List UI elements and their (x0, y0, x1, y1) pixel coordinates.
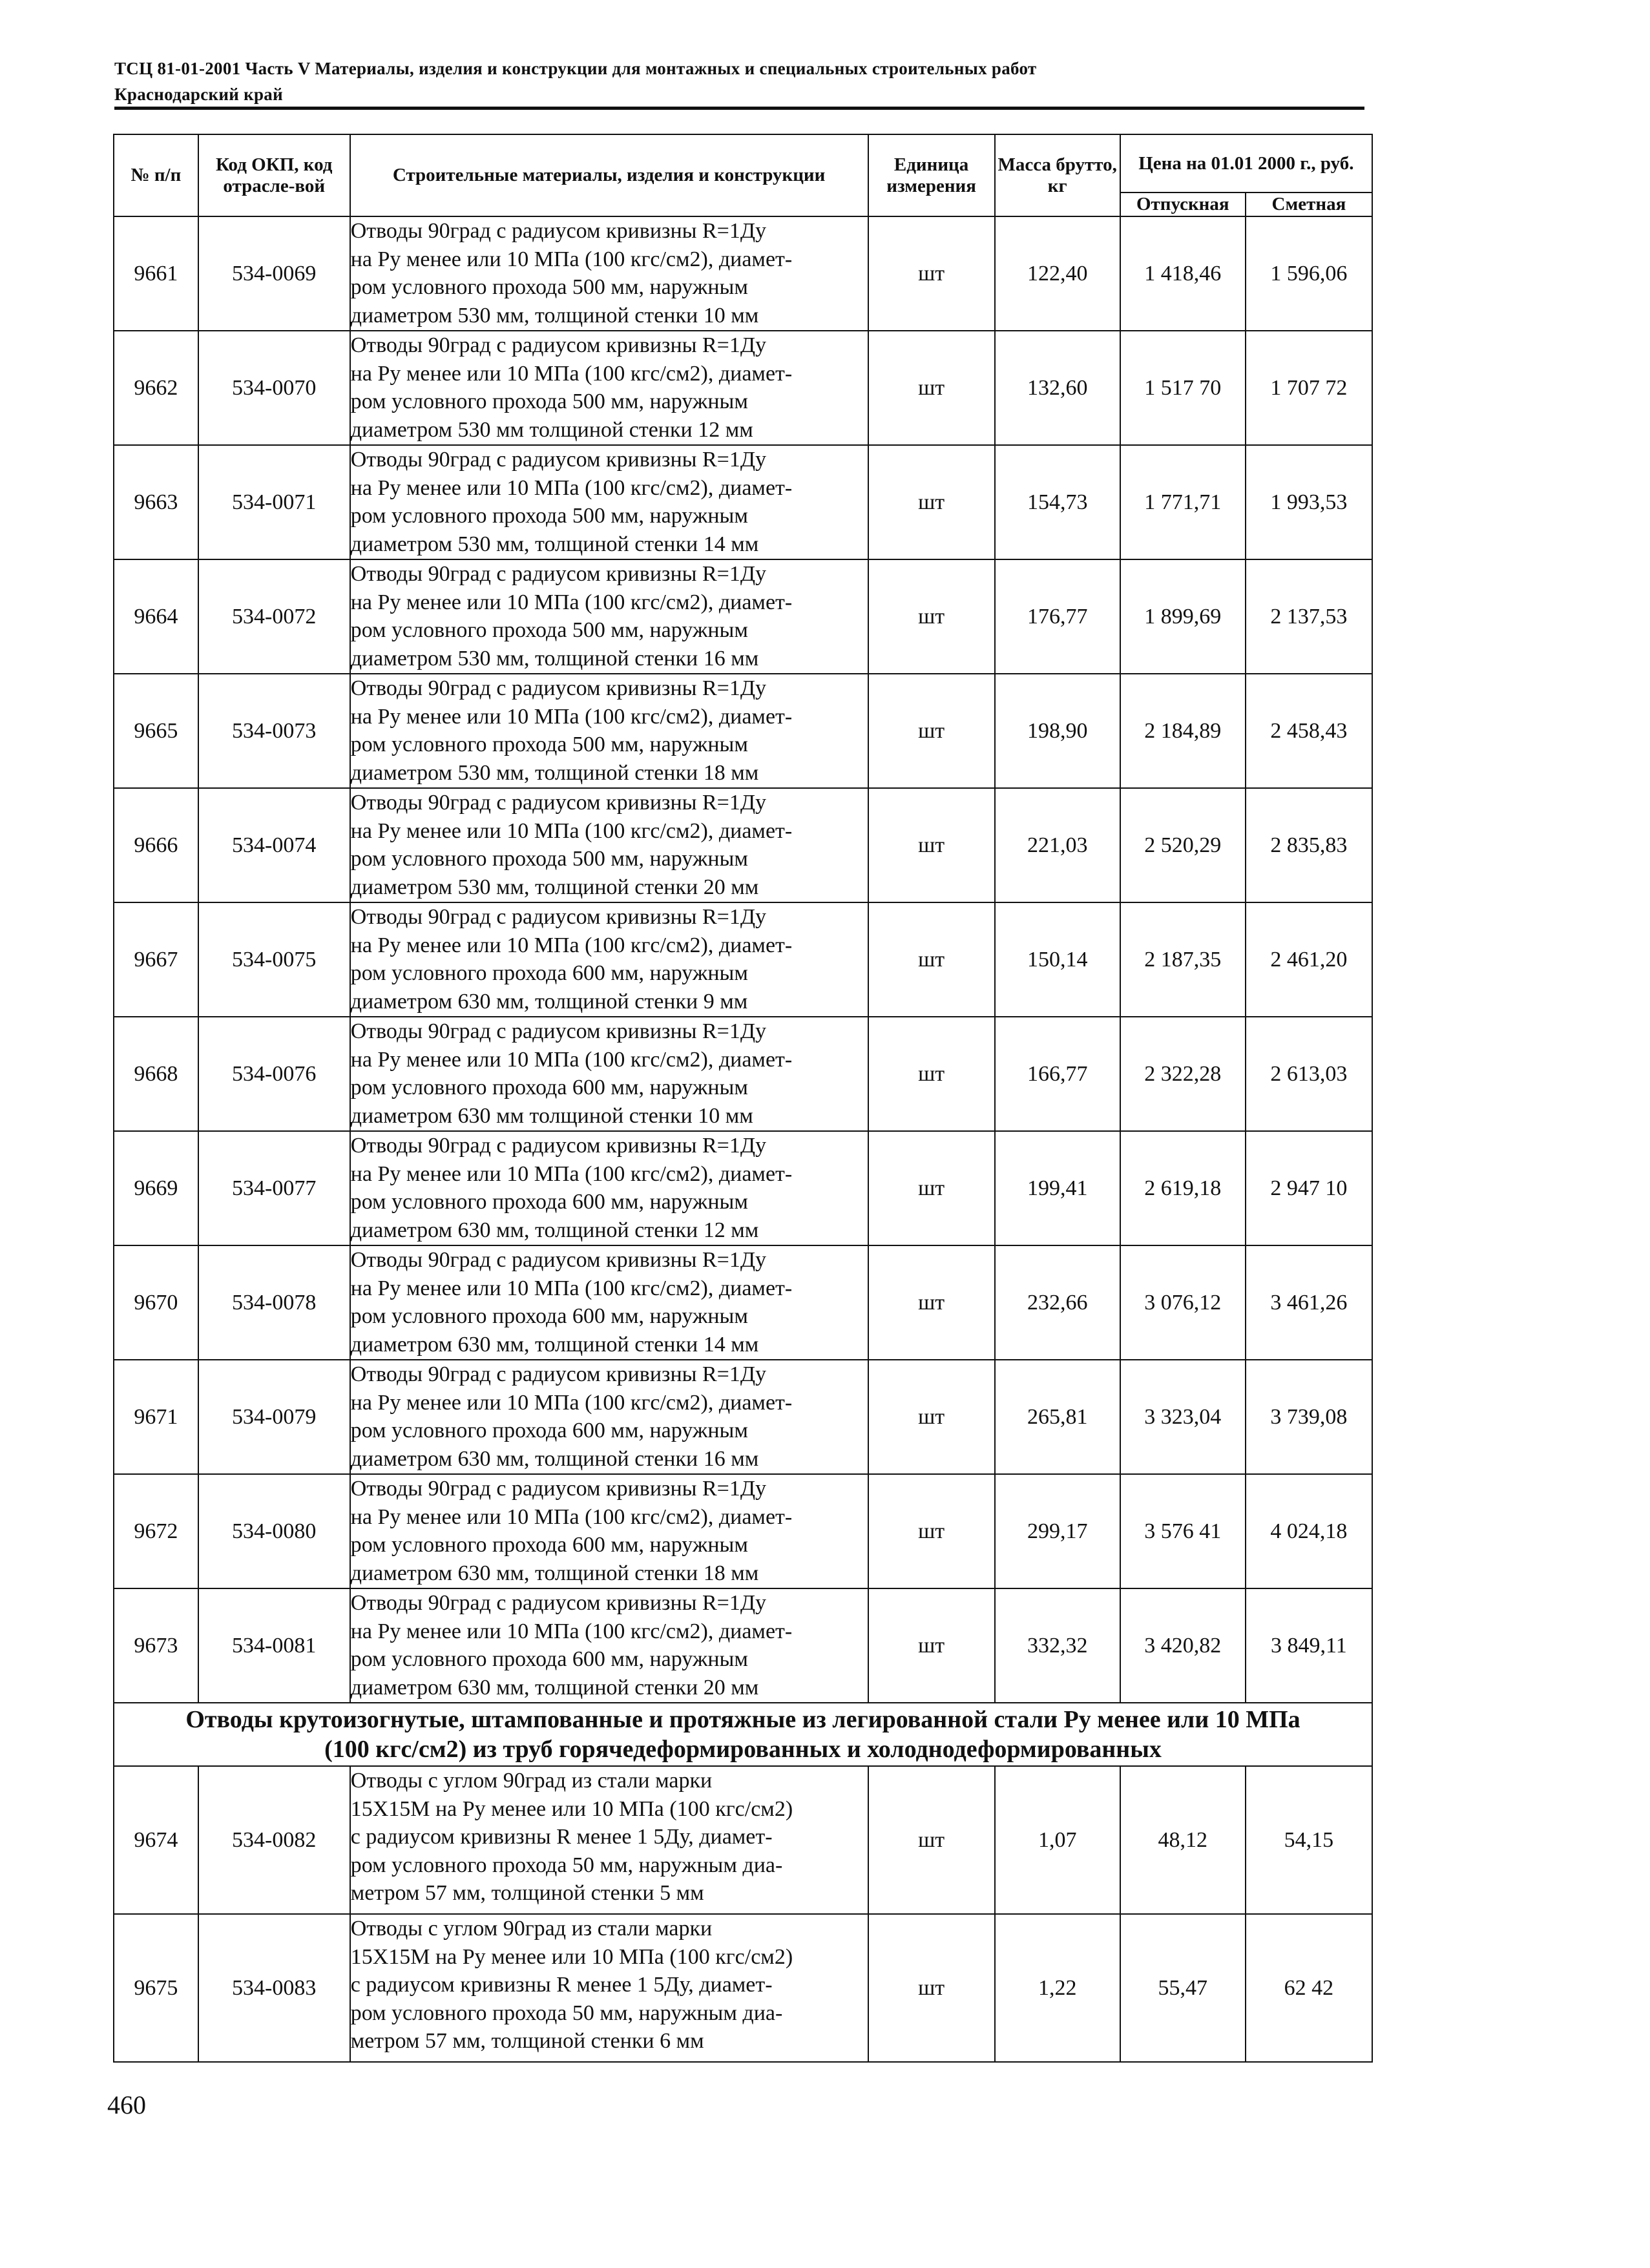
row-price-estimate: 2 137,53 (1246, 559, 1372, 674)
row-price-release: 3 576 41 (1120, 1474, 1246, 1588)
row-number: 9664 (114, 559, 198, 674)
row-code: 534-0079 (198, 1360, 350, 1474)
row-price-release: 2 520,29 (1120, 788, 1246, 902)
row-price-estimate: 2 458,43 (1246, 674, 1372, 788)
row-unit: шт (868, 1017, 995, 1131)
description-line: на Ру менее или 10 МПа (100 кгс/см2), диамет- (350, 704, 793, 729)
table-row (114, 1017, 1372, 1131)
row-code: 534-0082 (198, 1766, 350, 1914)
row-price-release: 2 184,89 (1120, 674, 1246, 788)
description-line: диаметром 530 мм толщиной стенки 12 мм (350, 417, 753, 442)
table-row (114, 1766, 1372, 1914)
row-code: 534-0071 (198, 445, 350, 559)
description-line: на Ру менее или 10 МПа (100 кгс/см2), диамет- (350, 1276, 793, 1300)
table-row (114, 1914, 1372, 2062)
row-mass: 332,32 (995, 1588, 1120, 1703)
header-price-release: Отпускная (1120, 192, 1246, 216)
description-line: Отводы 90град с радиусом кривизны R=1Ду (350, 905, 767, 929)
row-code: 534-0078 (198, 1245, 350, 1360)
row-price-estimate: 2 461,20 (1246, 902, 1372, 1017)
row-code: 534-0073 (198, 674, 350, 788)
row-description (350, 1131, 868, 1245)
region-title: Краснодарский край (114, 85, 283, 104)
description-line: ром условного прохода 500 мм, наружным (350, 733, 748, 756)
header-description: Строительные материалы, изделия и конструкции (350, 134, 868, 216)
row-description (350, 445, 868, 559)
row-mass: 265,81 (995, 1360, 1120, 1474)
description-line: ром условного прохода 500 мм, наружным (350, 390, 748, 413)
row-number: 9669 (114, 1131, 198, 1245)
description-line: Отводы 90град с радиусом кривизны R=1Ду (350, 219, 767, 243)
row-number: 9670 (114, 1245, 198, 1360)
table-body (114, 216, 1372, 2062)
row-description (350, 216, 868, 331)
description-line: Отводы 90град с радиусом кривизны R=1Ду (350, 333, 767, 357)
header-unit: Единица измерения (868, 134, 995, 216)
row-unit: шт (868, 674, 995, 788)
row-price-release: 2 187,35 (1120, 902, 1246, 1017)
description-line: диаметром 630 мм, толщиной стенки 14 мм (350, 1332, 759, 1357)
row-number: 9662 (114, 331, 198, 445)
table-row (114, 788, 1372, 902)
description-line: на Ру менее или 10 МПа (100 кгс/см2), диамет- (350, 1161, 793, 1186)
row-unit: шт (868, 216, 995, 331)
description-line: метром 57 мм, толщиной стенки 6 мм (350, 2029, 704, 2053)
row-mass: 166,77 (995, 1017, 1120, 1131)
row-unit: шт (868, 1588, 995, 1703)
description-line: на Ру менее или 10 МПа (100 кгс/см2), диамет- (350, 361, 793, 386)
description-line: ром условного прохода 500 мм, наружным (350, 275, 748, 299)
page-number: 460 (107, 2090, 146, 2119)
row-price-estimate: 62 42 (1246, 1914, 1372, 2062)
table-row (114, 216, 1372, 331)
row-price-estimate: 3 849,11 (1246, 1588, 1372, 1703)
row-mass: 198,90 (995, 674, 1120, 788)
row-code: 534-0070 (198, 331, 350, 445)
header-code: Код ОКП, код отрасле-вой (198, 134, 350, 216)
description-line: диаметром 530 мм, толщиной стенки 18 мм (350, 760, 759, 785)
description-line: Отводы 90град с радиусом кривизны R=1Ду (350, 1477, 767, 1501)
row-unit: шт (868, 902, 995, 1017)
row-mass: 221,03 (995, 788, 1120, 902)
description-line: на Ру менее или 10 МПа (100 кгс/см2), диамет- (350, 247, 793, 271)
row-mass: 122,40 (995, 216, 1120, 331)
description-line: на Ру менее или 10 МПа (100 кгс/см2), диамет- (350, 1390, 793, 1415)
row-mass: 232,66 (995, 1245, 1120, 1360)
header-price: Цена на 01.01 2000 г., руб. (1120, 134, 1372, 192)
row-mass: 154,73 (995, 445, 1120, 559)
row-mass: 150,14 (995, 902, 1120, 1017)
row-unit: шт (868, 331, 995, 445)
row-mass: 299,17 (995, 1474, 1120, 1588)
table-row (114, 1131, 1372, 1245)
description-line: ром условного прохода 500 мм, наружным (350, 504, 748, 528)
row-price-release: 1 517 70 (1120, 331, 1246, 445)
header-num: № п/п (114, 134, 198, 216)
row-mass: 199,41 (995, 1131, 1120, 1245)
row-description (350, 674, 868, 788)
header-price-estimate: Сметная (1246, 192, 1372, 216)
description-line: с радиусом кривизны R менее 1 5Ду, диамет- (350, 1973, 773, 1997)
row-price-release: 3 420,82 (1120, 1588, 1246, 1703)
row-description (350, 1914, 868, 2062)
description-line: на Ру менее или 10 МПа (100 кгс/см2), диамет- (350, 1619, 793, 1643)
row-code: 534-0076 (198, 1017, 350, 1131)
row-number: 9667 (114, 902, 198, 1017)
description-line: на Ру менее или 10 МПа (100 кгс/см2), диамет- (350, 590, 793, 614)
row-description (350, 1766, 868, 1914)
description-line: ром условного прохода 600 мм, наружным (350, 1304, 748, 1328)
row-price-estimate: 1 596,06 (1246, 216, 1372, 331)
row-price-estimate: 3 739,08 (1246, 1360, 1372, 1474)
row-description (350, 559, 868, 674)
description-line: ром условного прохода 600 мм, наружным (350, 1419, 748, 1442)
row-price-estimate: 3 461,26 (1246, 1245, 1372, 1360)
description-line: ром условного прохода 50 мм, наружным диа- (350, 1853, 783, 1877)
row-price-release: 55,47 (1120, 1914, 1246, 2062)
row-unit: шт (868, 1131, 995, 1245)
row-price-release: 48,12 (1120, 1766, 1246, 1914)
row-description (350, 1360, 868, 1474)
row-unit: шт (868, 1245, 995, 1360)
row-mass: 132,60 (995, 331, 1120, 445)
row-unit: шт (868, 788, 995, 902)
description-line: на Ру менее или 10 МПа (100 кгс/см2), диамет- (350, 1504, 793, 1529)
row-unit: шт (868, 1360, 995, 1474)
row-description (350, 1245, 868, 1360)
description-line: диаметром 630 мм, толщиной стенки 20 мм (350, 1675, 759, 1700)
table-row (114, 1245, 1372, 1360)
document-title: ТСЦ 81-01-2001 Часть V Материалы, изделия и конструкции для монтажных и специальных строительных работ (114, 59, 1037, 78)
table-row (114, 445, 1372, 559)
row-number: 9674 (114, 1766, 198, 1914)
row-price-release: 1 418,46 (1120, 216, 1246, 331)
row-code: 534-0074 (198, 788, 350, 902)
row-price-release: 3 076,12 (1120, 1245, 1246, 1360)
description-line: диаметром 630 мм, толщиной стенки 18 мм (350, 1561, 759, 1585)
row-unit: шт (868, 445, 995, 559)
description-line: Отводы 90град с радиусом кривизны R=1Ду (350, 1134, 767, 1158)
row-number: 9665 (114, 674, 198, 788)
row-price-estimate: 1 993,53 (1246, 445, 1372, 559)
row-code: 534-0081 (198, 1588, 350, 1703)
section-header-row (114, 1703, 1372, 1766)
table-row (114, 674, 1372, 788)
row-number: 9672 (114, 1474, 198, 1588)
row-mass: 176,77 (995, 559, 1120, 674)
description-line: Отводы 90град с радиусом кривизны R=1Ду (350, 1248, 767, 1272)
header-divider (114, 107, 1364, 110)
table-row (114, 559, 1372, 674)
row-price-estimate: 4 024,18 (1246, 1474, 1372, 1588)
description-line: 15Х15М на Ру менее или 10 МПа (100 кгс/см2) (350, 1796, 793, 1821)
row-description (350, 788, 868, 902)
row-code: 534-0080 (198, 1474, 350, 1588)
row-unit: шт (868, 1474, 995, 1588)
row-price-estimate: 1 707 72 (1246, 331, 1372, 445)
description-line: Отводы 90град с радиусом кривизны R=1Ду (350, 562, 767, 586)
description-line: Отводы 90град с радиусом кривизны R=1Ду (350, 1362, 767, 1386)
table-row (114, 331, 1372, 445)
row-price-release: 1 899,69 (1120, 559, 1246, 674)
description-line: Отводы 90град с радиусом кривизны R=1Ду (350, 1591, 767, 1615)
row-unit: шт (868, 559, 995, 674)
row-code: 534-0077 (198, 1131, 350, 1245)
row-price-estimate: 2 613,03 (1246, 1017, 1372, 1131)
description-line: метром 57 мм, толщиной стенки 5 мм (350, 1881, 704, 1905)
row-price-estimate: 54,15 (1246, 1766, 1372, 1914)
description-line: Отводы 90град с радиусом кривизны R=1Ду (350, 1019, 767, 1043)
row-code: 534-0083 (198, 1914, 350, 2062)
row-price-estimate: 2 947 10 (1246, 1131, 1372, 1245)
description-line: диаметром 530 мм, толщиной стенки 14 мм (350, 532, 759, 556)
description-line: Отводы с углом 90град из стали марки (350, 1917, 713, 1940)
row-price-release: 3 323,04 (1120, 1360, 1246, 1474)
row-unit: шт (868, 1766, 995, 1914)
row-mass: 1,22 (995, 1914, 1120, 2062)
row-number: 9661 (114, 216, 198, 331)
row-number: 9663 (114, 445, 198, 559)
description-line: ром условного прохода 600 мм, наружным (350, 1533, 748, 1557)
description-line: диаметром 530 мм, толщиной стенки 16 мм (350, 646, 759, 671)
description-line: 15Х15М на Ру менее или 10 МПа (100 кгс/см2) (350, 1944, 793, 1969)
row-code: 534-0075 (198, 902, 350, 1017)
description-line: ром условного прохода 600 мм, наружным (350, 1190, 748, 1214)
row-price-release: 2 619,18 (1120, 1131, 1246, 1245)
description-line: на Ру менее или 10 МПа (100 кгс/см2), диамет- (350, 933, 793, 957)
description-line: ром условного прохода 500 мм, наружным (350, 847, 748, 871)
page-header (114, 56, 1361, 107)
description-line: ром условного прохода 600 мм, наружным (350, 961, 748, 985)
row-description (350, 1017, 868, 1131)
description-line: ром условного прохода 600 мм, наружным (350, 1647, 748, 1671)
description-line: Отводы 90град с радиусом кривизны R=1Ду (350, 791, 767, 815)
row-unit: шт (868, 1914, 995, 2062)
table-row (114, 1474, 1372, 1588)
row-description (350, 1588, 868, 1703)
materials-price-table (113, 134, 1373, 2063)
table-row (114, 1360, 1372, 1474)
row-number: 9675 (114, 1914, 198, 2062)
description-line: Отводы с углом 90град из стали марки (350, 1769, 713, 1793)
row-price-release: 2 322,28 (1120, 1017, 1246, 1131)
description-line: ром условного прохода 50 мм, наружным диа- (350, 2001, 783, 2025)
row-code: 534-0069 (198, 216, 350, 331)
row-description (350, 331, 868, 445)
description-line: ром условного прохода 600 мм, наружным (350, 1076, 748, 1099)
row-mass: 1,07 (995, 1766, 1120, 1914)
row-description (350, 902, 868, 1017)
row-description (350, 1474, 868, 1588)
row-number: 9668 (114, 1017, 198, 1131)
header-mass: Масса брутто, кг (995, 134, 1120, 216)
description-line: Отводы 90град с радиусом кривизны R=1Ду (350, 676, 767, 700)
description-line: диаметром 630 мм, толщиной стенки 12 мм (350, 1218, 759, 1242)
table-row (114, 1588, 1372, 1703)
row-number: 9671 (114, 1360, 198, 1474)
description-line: диаметром 630 мм толщиной стенки 10 мм (350, 1103, 753, 1128)
description-line: диаметром 530 мм, толщиной стенки 10 мм (350, 303, 759, 328)
description-line: диаметром 530 мм, толщиной стенки 20 мм (350, 875, 759, 899)
description-line: с радиусом кривизны R менее 1 5Ду, диамет- (350, 1825, 773, 1849)
row-number: 9666 (114, 788, 198, 902)
description-line: на Ру менее или 10 МПа (100 кгс/см2), диамет- (350, 1047, 793, 1072)
description-line: на Ру менее или 10 МПа (100 кгс/см2), диамет- (350, 818, 793, 843)
row-price-estimate: 2 835,83 (1246, 788, 1372, 902)
section-title-line: (100 кгс/см2) из труб горячедеформированных и холоднодеформированных (324, 1736, 1162, 1763)
description-line: на Ру менее или 10 МПа (100 кгс/см2), диамет- (350, 475, 793, 500)
row-price-release: 1 771,71 (1120, 445, 1246, 559)
description-line: ром условного прохода 500 мм, наружным (350, 618, 748, 642)
description-line: диаметром 630 мм, толщиной стенки 16 мм (350, 1446, 759, 1471)
row-number: 9673 (114, 1588, 198, 1703)
section-title-line: Отводы крутоизогнутые, штампованные и протяжные из легированной стали Ру менее или 10 МПа (185, 1706, 1300, 1733)
section-title (114, 1703, 1372, 1766)
table-row (114, 902, 1372, 1017)
description-line: Отводы 90град с радиусом кривизны R=1Ду (350, 448, 767, 472)
row-code: 534-0072 (198, 559, 350, 674)
description-line: диаметром 630 мм, толщиной стенки 9 мм (350, 989, 748, 1014)
